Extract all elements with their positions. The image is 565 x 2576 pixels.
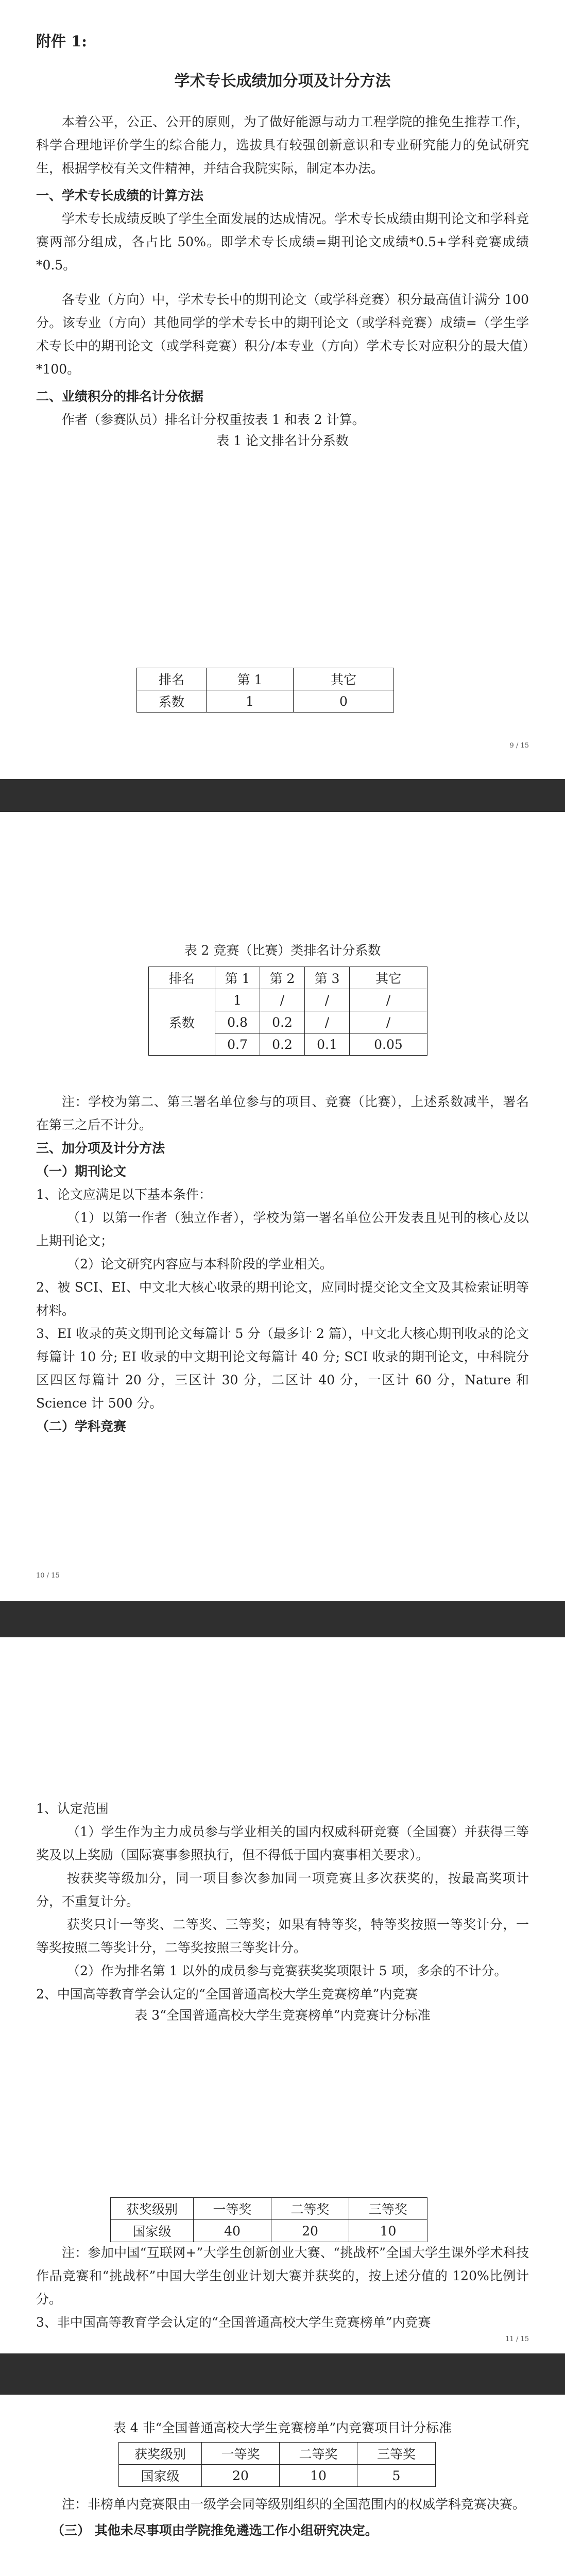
section-2-paragraph: 作者（参赛队员）排名计分权重按表 1 和表 2 计算。 [62, 412, 365, 427]
final-clause: （三） 其他未尽事项由学院推免遴选工作小组研究决定。 [52, 2523, 378, 2538]
competition-paragraph-4: 获奖只计一等奖、二等奖、三等奖；如果有特等奖，特等奖按照一等奖计分，一等奖按照二等奖计分，二等奖按照三等奖计分。 [36, 1917, 529, 1955]
table-2 [148, 967, 427, 1056]
table-row [149, 989, 427, 1011]
subsection-heading-competition: （二）学科竞赛 [36, 1419, 127, 1434]
table-cell: / [260, 989, 305, 1011]
table-cell: / [305, 989, 350, 1011]
table-cell: 1 [207, 690, 294, 713]
page-separator [0, 2353, 565, 2395]
table-cell: 获奖级别 [111, 2198, 194, 2220]
table-cell: 二等奖 [271, 2198, 349, 2220]
table-cell: 40 [194, 2220, 271, 2242]
table-row [111, 2198, 427, 2220]
journal-paragraph-3: （2）论文研究内容应与本科阶段的学业相关。 [67, 1257, 333, 1272]
journal-paragraph-5: 3、EI 收录的英文期刊论文每篇计 5 分（最多计 2 篇），中文北大核心期刊收录的论文每篇计 10 分; EI 收录的中文期刊论文每篇计 40 分; SCI 收录的期刊论文，中科院分区四区每篇计 20 分，三区计 30 分，二区计 40 分，一区计 60 分，Nature 和 Science 计 500 分。 [36, 1326, 529, 1411]
table-cell: 其它 [350, 967, 427, 989]
table-cell: 国家级 [111, 2220, 194, 2242]
table-cell: 系数 [149, 989, 215, 1056]
table-cell: 排名 [137, 668, 207, 690]
competition-paragraph-7: 3、非中国高等教育学会认定的“全国普通高校大学生竞赛榜单”内竞赛 [36, 2315, 431, 2330]
table-cell: 5 [357, 2465, 436, 2487]
table-cell: 20 [202, 2465, 280, 2487]
section-1-paragraph-2: 各专业（方向）中，学术专长中的期刊论文（或学科竞赛）积分最高值计满分 100 分。该专业（方向）其他同学的学术专长中的期刊论文（或学科竞赛）成绩=（学生学术专长中的期刊论文（或学科竞赛）积分/本专业（方向）学术专长对应积分的最大值）*100。 [36, 292, 529, 377]
intro-paragraph: 本着公平，公正、公开的原则，为了做好能源与动力工程学院的推免生推荐工作，科学合理地评价学生的综合能力，选拔具有较强创新意识和专业研究能力的免试研究生，根据学校有关文件精神，并结合我院实际，制定本办法。 [36, 114, 529, 176]
page-number: 11 / 15 [505, 2335, 529, 2343]
journal-paragraph-1: 1、论文应满足以下基本条件： [36, 1187, 212, 1202]
table-cell: 10 [349, 2220, 427, 2242]
page-separator [0, 779, 565, 812]
page-number: 10 / 15 [36, 1572, 60, 1580]
table-cell: / [350, 1011, 427, 1033]
table-row [119, 2465, 436, 2487]
table-cell: 一等奖 [194, 2198, 271, 2220]
document-page-3 [0, 1637, 565, 2353]
section-1-paragraph-1: 学术专长成绩反映了学生全面发展的达成情况。学术专长成绩由期刊论文和学科竞赛两部分组成，各占比 50%。即学术专长成绩=期刊论文成绩*0.5+学科竞赛成绩*0.5。 [36, 211, 529, 273]
competition-paragraph-2: （1）学生作为主力成员参与学业相关的国内权威科研竞赛（全国赛）并获得三等奖及以上奖励（国际赛事参照执行，但不得低于国内赛事相关要求）。 [36, 1824, 529, 1862]
table-cell: 10 [280, 2465, 357, 2487]
table-row [149, 967, 427, 989]
table-2-note: 注：学校为第二、第三署名单位参与的项目、竞赛（比赛），上述系数减半，署名在第三之后不计分。 [36, 1094, 529, 1132]
table-cell: 0.05 [350, 1033, 427, 1056]
table-cell: 第 2 [260, 967, 305, 989]
table-cell: 0.8 [215, 1011, 260, 1033]
table-cell: 1 [215, 989, 260, 1011]
competition-paragraph-1: 1、认定范围 [36, 1801, 109, 1816]
journal-paragraph-2: （1）以第一作者（独立作者），学校为第一署名单位公开发表且见刊的核心及以上期刊论文； [36, 1210, 529, 1248]
section-heading-3: 三、加分项及计分方法 [36, 1141, 165, 1156]
section-heading-2: 二、业绩积分的排名计分依据 [36, 389, 204, 404]
table-row [119, 2443, 436, 2465]
document-page-4 [0, 2395, 565, 2576]
competition-paragraph-5: （2）作为排名第 1 以外的成员参与竞赛获奖奖项限计 5 项，多余的不计分。 [67, 1963, 507, 1978]
page-separator [0, 1601, 565, 1637]
table-cell: 系数 [137, 690, 207, 713]
table-cell: 排名 [149, 967, 215, 989]
page-number: 9 / 15 [509, 742, 529, 750]
table-cell: 0.7 [215, 1033, 260, 1056]
subsection-heading-journal: （一）期刊论文 [36, 1164, 127, 1179]
competition-paragraph-6: 2、中国高等教育学会认定的“全国普通高校大学生竞赛榜单”内竞赛 [36, 1987, 418, 2002]
table-cell: 第 1 [207, 668, 294, 690]
table-cell: 一等奖 [202, 2443, 280, 2465]
table-cell: / [350, 989, 427, 1011]
table-cell: 国家级 [119, 2465, 202, 2487]
section-heading-1: 一、学术专长成绩的计算方法 [36, 188, 204, 203]
table-cell: 二等奖 [280, 2443, 357, 2465]
table-3 [110, 2197, 427, 2242]
table-cell: 20 [271, 2220, 349, 2242]
document-page-2 [0, 812, 565, 1601]
journal-paragraph-4: 2、被 SCI、EI、中文北大核心收录的期刊论文，应同时提交论文全文及其检索证明等材料。 [36, 1280, 529, 1318]
table-3-caption: 表 3“全国普通高校大学生竞赛榜单”内竞赛计分标准 [134, 2008, 431, 2023]
table-cell: 0.2 [260, 1011, 305, 1033]
table-cell: 三等奖 [349, 2198, 427, 2220]
table-cell: 0 [294, 690, 394, 713]
table-cell: 0.2 [260, 1033, 305, 1056]
document-page-1 [0, 0, 565, 779]
attachment-label: 附件 1: [36, 32, 87, 50]
table-1 [136, 668, 394, 713]
table-row [137, 690, 394, 713]
table-row [111, 2220, 427, 2242]
table-cell: 第 3 [305, 967, 350, 989]
table-cell: / [305, 1011, 350, 1033]
table-4-caption: 表 4 非“全国普通高校大学生竞赛榜单”内竞赛项目计分标准 [113, 2420, 452, 2435]
document-title: 学术专长成绩加分项及计分方法 [174, 72, 391, 90]
table-cell: 三等奖 [357, 2443, 436, 2465]
table-cell: 第 1 [215, 967, 260, 989]
table-1-caption: 表 1 论文排名计分系数 [216, 433, 349, 448]
competition-paragraph-3: 按获奖等级加分，同一项目参次参加同一项竞赛且多次获奖的，按最高奖项计分，不重复计分。 [36, 1871, 529, 1909]
table-cell: 其它 [294, 668, 394, 690]
table-4 [118, 2442, 436, 2487]
table-4-note: 注：非榜单内竞赛限由一级学会同等级别组织的全国范围内的权威学科竞赛决赛。 [62, 2497, 526, 2512]
table-3-note: 注：参加中国“互联网+”大学生创新创业大赛、“挑战杯”全国大学生课外学术科技作品竞赛和“挑战杯”中国大学生创业计划大赛并获奖的，按上述分值的 120%比例计分。 [36, 2245, 529, 2307]
table-cell: 获奖级别 [119, 2443, 202, 2465]
table-row [137, 668, 394, 690]
table-cell: 0.1 [305, 1033, 350, 1056]
table-2-caption: 表 2 竞赛（比赛）类排名计分系数 [184, 943, 381, 958]
